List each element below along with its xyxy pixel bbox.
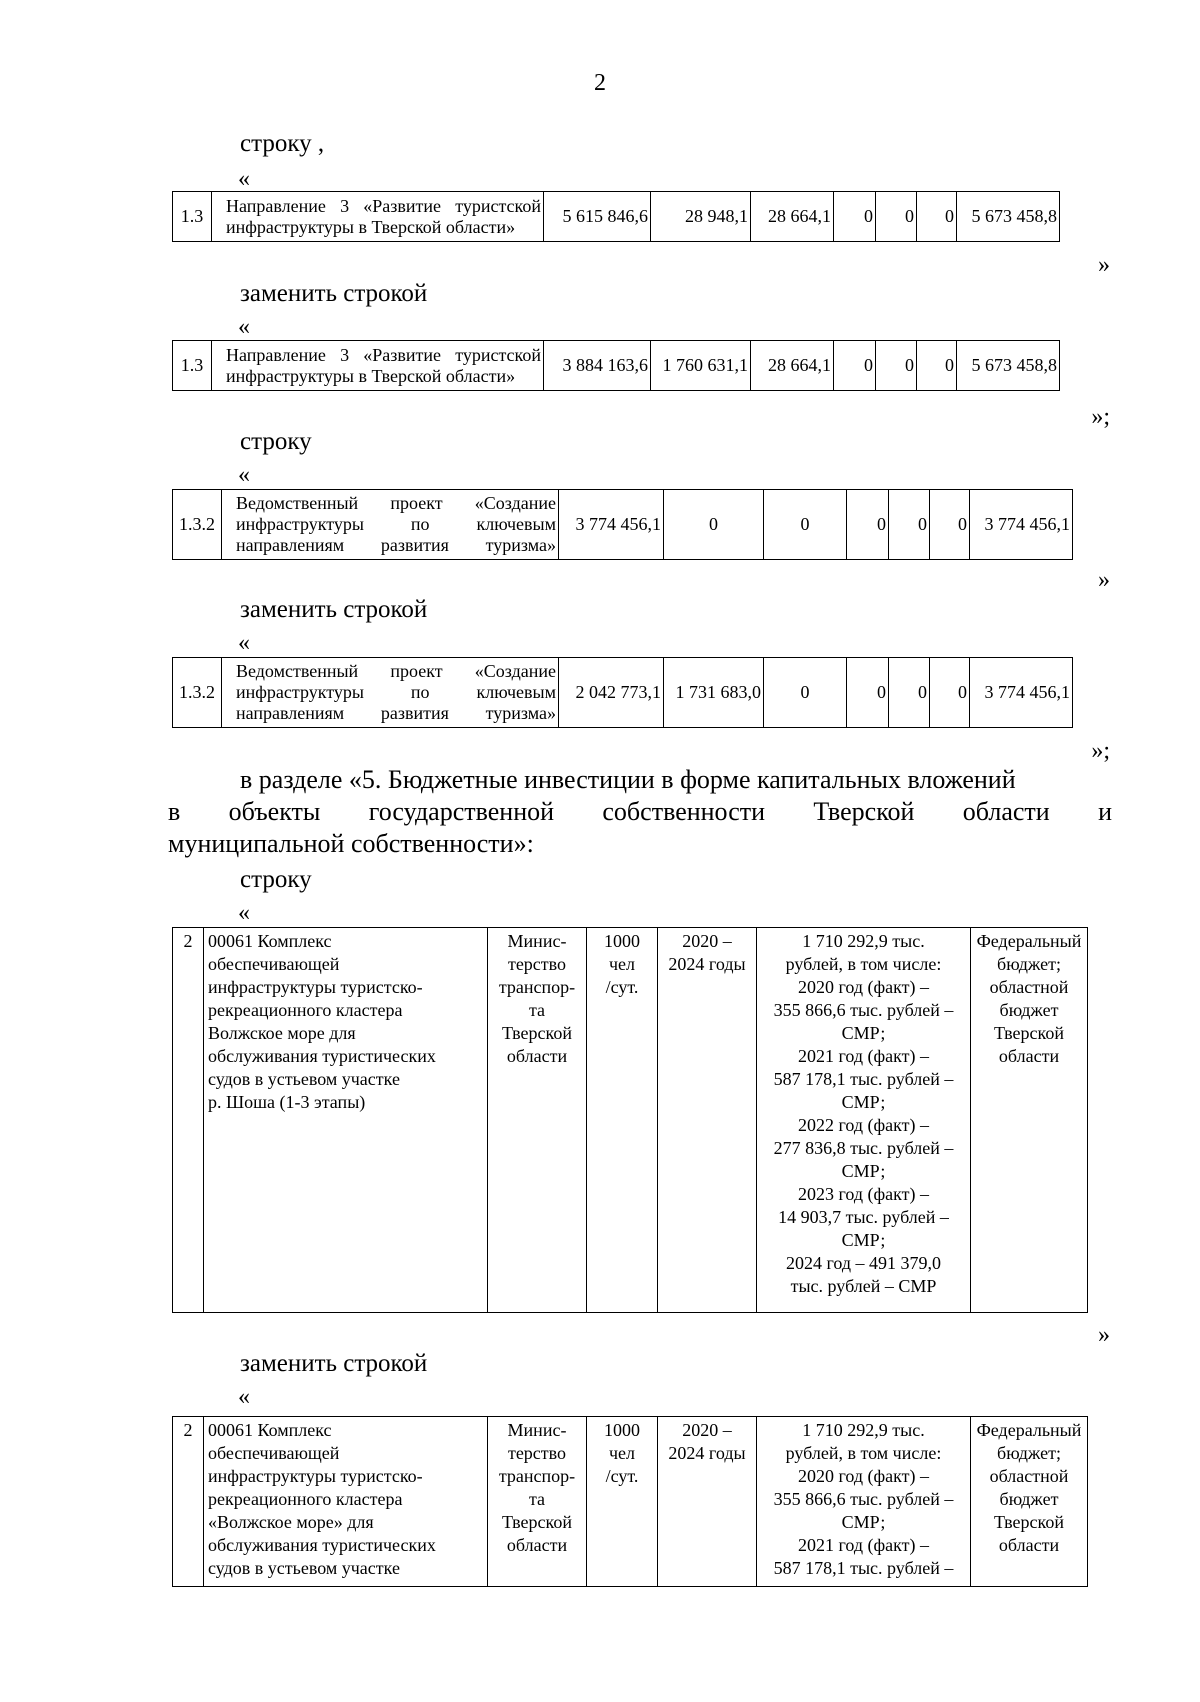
cell-value: 3 884 163,6 [544, 341, 651, 391]
cell-name: Направление 3 «Развитие туристской инфраструктуры в Тверской области» [212, 192, 544, 242]
cell-value: 0 [917, 192, 957, 242]
cost-line: 2022 год (факт) – [797, 1115, 930, 1135]
cell-cost [757, 1417, 971, 1587]
capacity-line: /сут. [605, 977, 639, 997]
cell-period [658, 1417, 757, 1587]
object-line: обслуживания туристических [208, 1535, 436, 1555]
capacity-line: 1000 [604, 931, 640, 951]
capacity-line: чел [608, 1443, 636, 1463]
label-zamenit: заменить строкой [240, 596, 428, 623]
close-quote: »; [1091, 738, 1110, 764]
cost-line: 355 866,6 тыс. рублей – [773, 1000, 954, 1020]
cost-line: 587 178,1 тыс. рублей – [773, 1558, 954, 1578]
label-stroku: строку [240, 866, 312, 893]
paragraph-line: в разделе «5. Бюджетные инвестиции в форме капитальных вложений [240, 765, 1016, 794]
label-stroku: строку [240, 428, 312, 455]
cost-line: СМР; [841, 1023, 886, 1043]
ministry-line: транспор- [498, 1466, 576, 1486]
object-line: судов в устьевом участке [208, 1558, 400, 1578]
object-line: обслуживания туристических [208, 1046, 436, 1066]
cell-value: 3 774 456,1 [970, 658, 1073, 728]
cell-value: 0 [834, 192, 876, 242]
label-zamenit: заменить строкой [240, 280, 428, 307]
cell-value: 5 673 458,8 [957, 341, 1060, 391]
label-zamenit: заменить строкой [240, 1350, 428, 1377]
capacity-line: /сут. [605, 1466, 639, 1486]
capacity-line: 1000 [604, 1420, 640, 1440]
source-line: области [998, 1535, 1060, 1555]
object-line: инфраструктуры туристско- [208, 977, 423, 997]
cell-object [204, 1417, 488, 1587]
cell-value: 3 774 456,1 [970, 490, 1073, 560]
cell-capacity [587, 1417, 658, 1587]
ministry-line: та [528, 1000, 546, 1020]
cell-ministry [488, 928, 587, 1313]
cell-value: 0 [847, 658, 889, 728]
cell-value: 28 664,1 [751, 192, 834, 242]
cost-line: 2020 год (факт) – [797, 1466, 930, 1486]
object-line: инфраструктуры туристско- [208, 1466, 423, 1486]
cell-value: 0 [917, 341, 957, 391]
object-line: рекреационного кластера [208, 1000, 403, 1020]
object-line: 00061 Комплекс [208, 1420, 332, 1440]
cell-value: 0 [876, 192, 917, 242]
cost-line: 2020 год (факт) – [797, 977, 930, 997]
ministry-line: транспор- [498, 977, 576, 997]
source-line: областной [989, 977, 1069, 997]
table-row-1-3-new [172, 340, 1060, 391]
cell-value: 0 [664, 490, 764, 560]
source-line: Федеральный [976, 931, 1082, 951]
cell-value: 0 [834, 341, 876, 391]
source-line: бюджет [999, 1000, 1059, 1020]
cell-value: 0 [889, 658, 930, 728]
cost-line: СМР; [841, 1230, 886, 1250]
cell-object [204, 928, 488, 1313]
paragraph-line: в объекты государственной собственности Тверской области и [168, 797, 1112, 826]
cell-number: 1.3 [173, 192, 212, 242]
source-line: области [998, 1046, 1060, 1066]
section-paragraph [168, 764, 1112, 860]
cost-line: 355 866,6 тыс. рублей – [773, 1489, 954, 1509]
object-line: Волжское море для [208, 1023, 356, 1043]
open-quote: « [238, 630, 250, 656]
object-line: рекреационного кластера [208, 1489, 403, 1509]
label-stroku: строку , [240, 130, 325, 157]
cost-line: рублей, в том числе: [785, 1443, 942, 1463]
cost-line: 1 710 292,9 тыс. [802, 1420, 925, 1440]
close-quote: » [1098, 1322, 1110, 1348]
ministry-line: терство [507, 1443, 567, 1463]
cost-line: 2021 год (факт) – [797, 1046, 930, 1066]
ministry-line: Минис- [507, 931, 567, 951]
cost-line: СМР; [841, 1092, 886, 1112]
cell-value: 0 [930, 658, 970, 728]
open-quote: « [238, 1384, 250, 1410]
cell-value: 0 [876, 341, 917, 391]
close-quote: » [1098, 252, 1110, 278]
open-quote: « [238, 462, 250, 488]
table-investment-old [172, 927, 1088, 1313]
source-line: Тверской [994, 1023, 1064, 1043]
period-line: 2020 – [682, 1420, 732, 1440]
object-line: обеспечивающей [208, 954, 340, 974]
source-line: Тверской [994, 1512, 1064, 1532]
cell-value: 1 731 683,0 [664, 658, 764, 728]
cost-line: 1 710 292,9 тыс. [802, 931, 925, 951]
cell-source [971, 928, 1088, 1313]
cost-line: 277 836,8 тыс. рублей – [773, 1138, 954, 1158]
cell-name: Ведомственный проект «Создание инфраструктуры по ключевым направлениям развития туризма» [222, 658, 559, 728]
cell-name: Направление 3 «Развитие туристской инфраструктуры в Тверской области» [212, 341, 544, 391]
cell-source [971, 1417, 1088, 1587]
cell-ministry [488, 1417, 587, 1587]
cell-value: 0 [764, 490, 847, 560]
cell-number: 2 [173, 1417, 204, 1587]
ministry-line: та [528, 1489, 546, 1509]
cost-line: рублей, в том числе: [785, 954, 942, 974]
table-row-1-3-2-old [172, 489, 1073, 560]
cell-number: 1.3.2 [173, 658, 222, 728]
open-quote: « [238, 314, 250, 340]
table-investment-new [172, 1416, 1088, 1587]
source-line: Федеральный [976, 1420, 1082, 1440]
cell-name: Ведомственный проект «Создание инфраструктуры по ключевым направлениям развития туризма» [222, 490, 559, 560]
cell-capacity [587, 928, 658, 1313]
cost-line: СМР; [841, 1512, 886, 1532]
period-line: 2024 годы [668, 954, 746, 974]
source-line: областной [989, 1466, 1069, 1486]
cell-number: 1.3.2 [173, 490, 222, 560]
cell-value: 0 [930, 490, 970, 560]
close-quote: » [1098, 567, 1110, 593]
object-line: р. Шоша (1-3 этапы) [208, 1092, 366, 1112]
cell-value: 28 664,1 [751, 341, 834, 391]
ministry-line: Тверской [502, 1023, 572, 1043]
cell-value: 0 [764, 658, 847, 728]
open-quote: « [238, 900, 250, 926]
cost-line: 2024 год – 491 379,0 [785, 1253, 942, 1273]
cell-value: 0 [847, 490, 889, 560]
ministry-line: Тверской [502, 1512, 572, 1532]
ministry-line: области [506, 1535, 568, 1555]
cell-value: 3 774 456,1 [559, 490, 664, 560]
object-line: обеспечивающей [208, 1443, 340, 1463]
cost-line: СМР; [841, 1161, 886, 1181]
cost-line: 587 178,1 тыс. рублей – [773, 1069, 954, 1089]
cell-value: 28 948,1 [651, 192, 751, 242]
close-quote: »; [1091, 404, 1110, 430]
object-line: 00061 Комплекс [208, 931, 332, 951]
source-line: бюджет; [997, 1443, 1061, 1463]
object-line: «Волжское море» для [208, 1512, 374, 1532]
source-line: бюджет [999, 1489, 1059, 1509]
cell-number: 2 [173, 928, 204, 1313]
cost-line: 2023 год (факт) – [797, 1184, 930, 1204]
period-line: 2020 – [682, 931, 732, 951]
table-row-1-3-2-new [172, 657, 1073, 728]
source-line: бюджет; [997, 954, 1061, 974]
cell-number: 1.3 [173, 341, 212, 391]
object-line: судов в устьевом участке [208, 1069, 400, 1089]
cell-value: 0 [889, 490, 930, 560]
ministry-line: области [506, 1046, 568, 1066]
cell-value: 1 760 631,1 [651, 341, 751, 391]
capacity-line: чел [608, 954, 636, 974]
cell-value: 2 042 773,1 [559, 658, 664, 728]
ministry-line: терство [507, 954, 567, 974]
cell-cost [757, 928, 971, 1313]
open-quote: « [238, 166, 250, 192]
page-number: 2 [594, 70, 606, 96]
cost-line: 2021 год (факт) – [797, 1535, 930, 1555]
cost-line: тыс. рублей – СМР [790, 1276, 937, 1296]
cost-line: 14 903,7 тыс. рублей – [778, 1207, 949, 1227]
table-row-1-3-old [172, 191, 1060, 242]
ministry-line: Минис- [507, 1420, 567, 1440]
cell-value: 5 615 846,6 [544, 192, 651, 242]
paragraph-line: муниципальной собственности»: [168, 829, 534, 858]
period-line: 2024 годы [668, 1443, 746, 1463]
cell-value: 5 673 458,8 [957, 192, 1060, 242]
cell-period [658, 928, 757, 1313]
